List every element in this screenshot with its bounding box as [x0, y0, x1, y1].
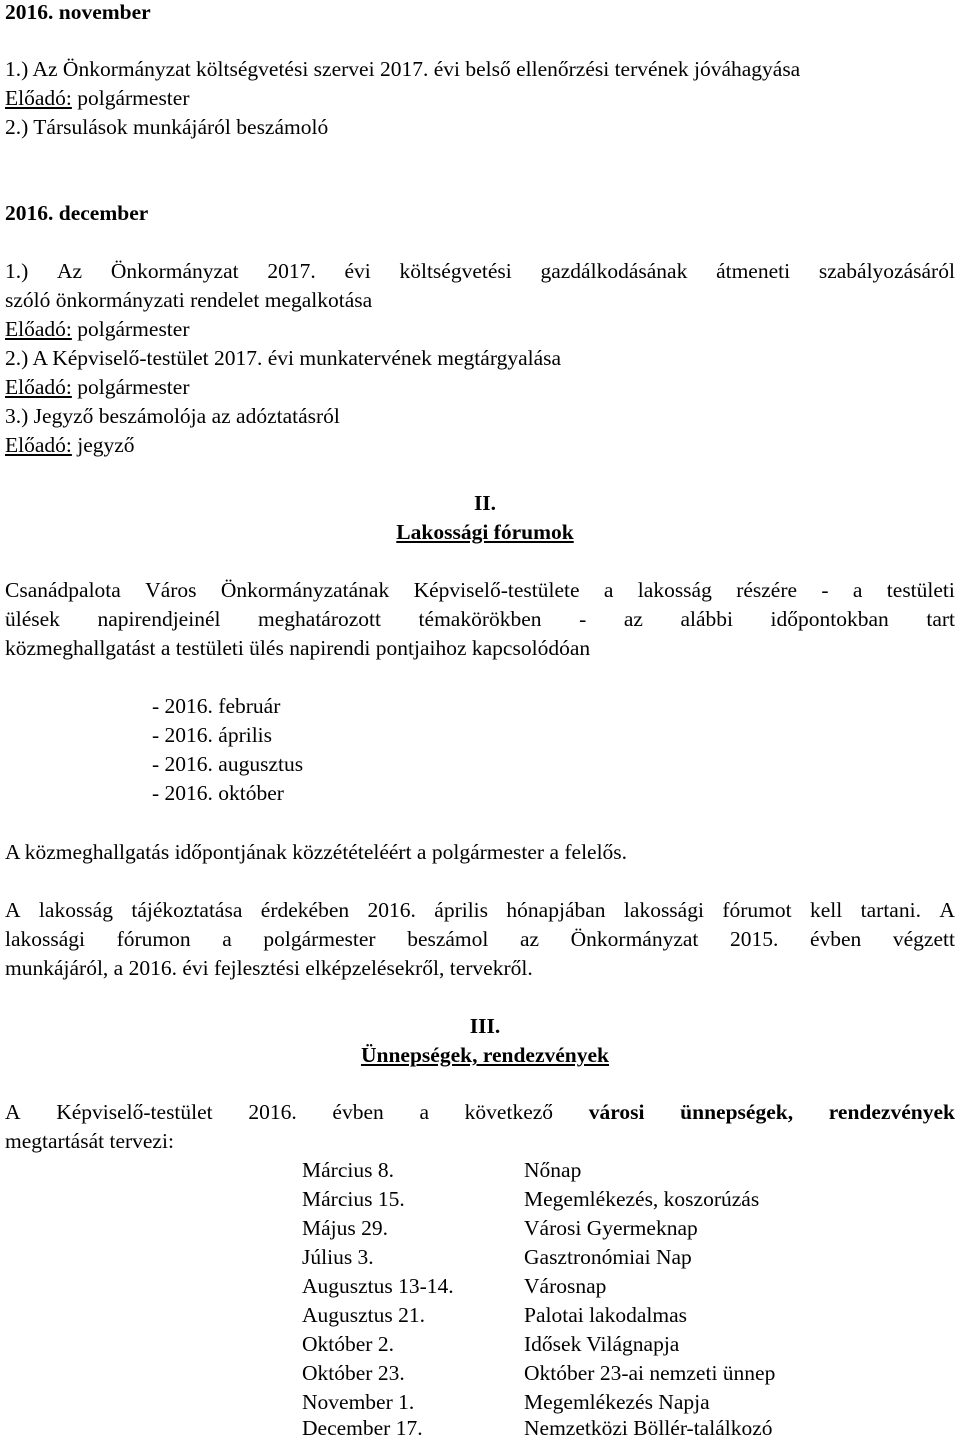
word: Önkormányzatának [220, 578, 390, 602]
event-name: Nőnap [524, 1158, 582, 1182]
event-name: Megemlékezés, koszorúzás [524, 1187, 760, 1211]
event-name: Október 23-ai nemzeti ünnep [524, 1361, 776, 1385]
word: napirendjeinél [97, 607, 221, 631]
word: Önkormányzat [110, 259, 239, 283]
section-3-title-text: Ünnepségek, rendezvények [360, 1043, 610, 1067]
word: 2016. [367, 898, 416, 922]
event-name: Városnap [524, 1274, 607, 1298]
december-item-3: 3.) Jegyző beszámolója az adóztatásról [5, 404, 340, 428]
december-item-2-presenter [5, 373, 190, 402]
december-item-1 [5, 257, 955, 286]
word: 1.) [5, 259, 29, 283]
word-bold: városi [588, 1100, 645, 1124]
word: április [434, 898, 489, 922]
word: 2016. [248, 1100, 297, 1124]
word: gazdálkodásának [540, 259, 688, 283]
event-name: Nemzetközi Böllér-találkozó [524, 1416, 773, 1440]
presenter-name: jegyző [71, 433, 135, 457]
forum-info-line-2 [5, 925, 955, 954]
word: alábbi [680, 607, 733, 631]
word: fórumot [722, 898, 792, 922]
word: beszámol [407, 927, 489, 951]
word: lakossági [5, 927, 86, 951]
events-intro-line-1 [5, 1098, 955, 1127]
event-date: November 1. [302, 1390, 415, 1414]
december-item-1-cont: szóló önkormányzati rendelet megalkotása [5, 288, 373, 312]
word: évben [809, 927, 862, 951]
november-item-2: 2.) Társulások munkájáról beszámoló [5, 115, 329, 139]
event-date: Október 2. [302, 1332, 394, 1356]
presenter-label: Előadó: [5, 86, 72, 110]
section-2-title-text: Lakossági fórumok [396, 520, 574, 544]
word: lakossági [623, 898, 704, 922]
word: időpontokban [770, 607, 889, 631]
word: lakosság [637, 578, 712, 602]
presenter-label: Előadó: [5, 317, 72, 341]
word: Csanádpalota [5, 578, 121, 602]
word-bold: ünnepségek, [680, 1100, 794, 1124]
word: költségvetési [399, 259, 512, 283]
word: - [579, 607, 587, 631]
december-item-2: 2.) A Képviselő-testület 2017. évi munkatervének megtárgyalása [5, 346, 562, 370]
section-3-numeral: III. [469, 1014, 501, 1038]
presenter-name: polgármester [71, 317, 190, 341]
word: Önkormányzat [570, 927, 699, 951]
november-item-1-presenter [5, 84, 190, 113]
word: Város [145, 578, 197, 602]
forum-date-item: - 2016. február [152, 694, 281, 718]
word: az [623, 607, 643, 631]
presenter-label: Előadó: [5, 433, 72, 457]
event-date: December 17. [302, 1416, 423, 1440]
word: évben [332, 1100, 384, 1124]
word: tart [926, 607, 955, 631]
event-date: Május 29. [302, 1216, 388, 1240]
word: végzett [892, 927, 955, 951]
november-item-1: 1.) Az Önkormányzat költségvetési szervei 2017. évi belső ellenőrzési tervének jóváhagyása [5, 57, 801, 81]
forum-info-line-1 [5, 896, 955, 925]
word: következő [464, 1100, 554, 1124]
word: érdekében [260, 898, 350, 922]
section-3-title [0, 1041, 960, 1070]
word: A [939, 898, 955, 922]
word: 2015. [729, 927, 779, 951]
december-item-1-presenter [5, 315, 190, 344]
word: testületi [886, 578, 955, 602]
december-item-3-presenter [5, 431, 135, 460]
november-heading: 2016. november [5, 0, 151, 24]
word: Képviselő-testület [56, 1100, 213, 1124]
event-name: Megemlékezés Napja [524, 1390, 710, 1414]
word: polgármester [263, 927, 376, 951]
word-bold: rendezvények [828, 1100, 955, 1124]
event-date: Március 8. [302, 1158, 394, 1182]
word: szabályozásáról [818, 259, 955, 283]
december-heading: 2016. december [5, 201, 149, 225]
responsible-statement: A közmeghallgatás időpontjának közzétételéért a polgármester a felelős. [5, 840, 628, 864]
word: A [5, 1100, 21, 1124]
forum-date-item: - 2016. augusztus [152, 752, 304, 776]
events-intro-line-2: megtartását tervezi: [5, 1129, 174, 1153]
word: A [5, 898, 21, 922]
event-date: Március 15. [302, 1187, 405, 1211]
presenter-name: polgármester [71, 375, 190, 399]
word: 2017. [267, 259, 316, 283]
word: átmeneti [716, 259, 791, 283]
word: hónapjában [506, 898, 606, 922]
forum-paragraph-line-2 [5, 605, 955, 634]
word: Az [57, 259, 83, 283]
section-2-numeral: II. [473, 491, 497, 515]
event-date: Augusztus 13-14. [302, 1274, 454, 1298]
event-name: Gasztronómiai Nap [524, 1245, 692, 1269]
forum-info-line-3: munkájáról, a 2016. évi fejlesztési elképzelésekről, tervekről. [5, 956, 533, 980]
word: Képviselő-testülete [413, 578, 580, 602]
word: évi [344, 259, 371, 283]
presenter-label: Előadó: [5, 375, 72, 399]
word: részére [736, 578, 798, 602]
word: lakosság [38, 898, 113, 922]
forum-paragraph-line-3: közmeghallgatást a testületi ülés napirendi pontjaihoz kapcsolódóan [5, 636, 591, 660]
section-2-title [0, 518, 960, 547]
word: témakörökben [418, 607, 542, 631]
event-name: Palotai lakodalmas [524, 1303, 688, 1327]
word: az [519, 927, 540, 951]
forum-date-item: - 2016. április [152, 723, 273, 747]
presenter-name: polgármester [71, 86, 190, 110]
word: a [222, 927, 232, 951]
word: a [852, 578, 863, 602]
word: ülések [5, 607, 60, 631]
word: - [821, 578, 829, 602]
forum-paragraph-line-1 [5, 576, 955, 605]
forum-date-item: - 2016. október [152, 781, 284, 805]
word: a [603, 578, 614, 602]
word: a [419, 1100, 429, 1124]
word: fórumon [116, 927, 191, 951]
event-date: Július 3. [302, 1245, 374, 1269]
event-name: Városi Gyermeknap [524, 1216, 698, 1240]
word: tartani. [860, 898, 921, 922]
word: meghatározott [258, 607, 381, 631]
event-date: Augusztus 21. [302, 1303, 426, 1327]
word: tájékoztatása [131, 898, 243, 922]
word: kell [810, 898, 843, 922]
event-date: Október 23. [302, 1361, 405, 1385]
event-name: Idősek Világnapja [524, 1332, 680, 1356]
